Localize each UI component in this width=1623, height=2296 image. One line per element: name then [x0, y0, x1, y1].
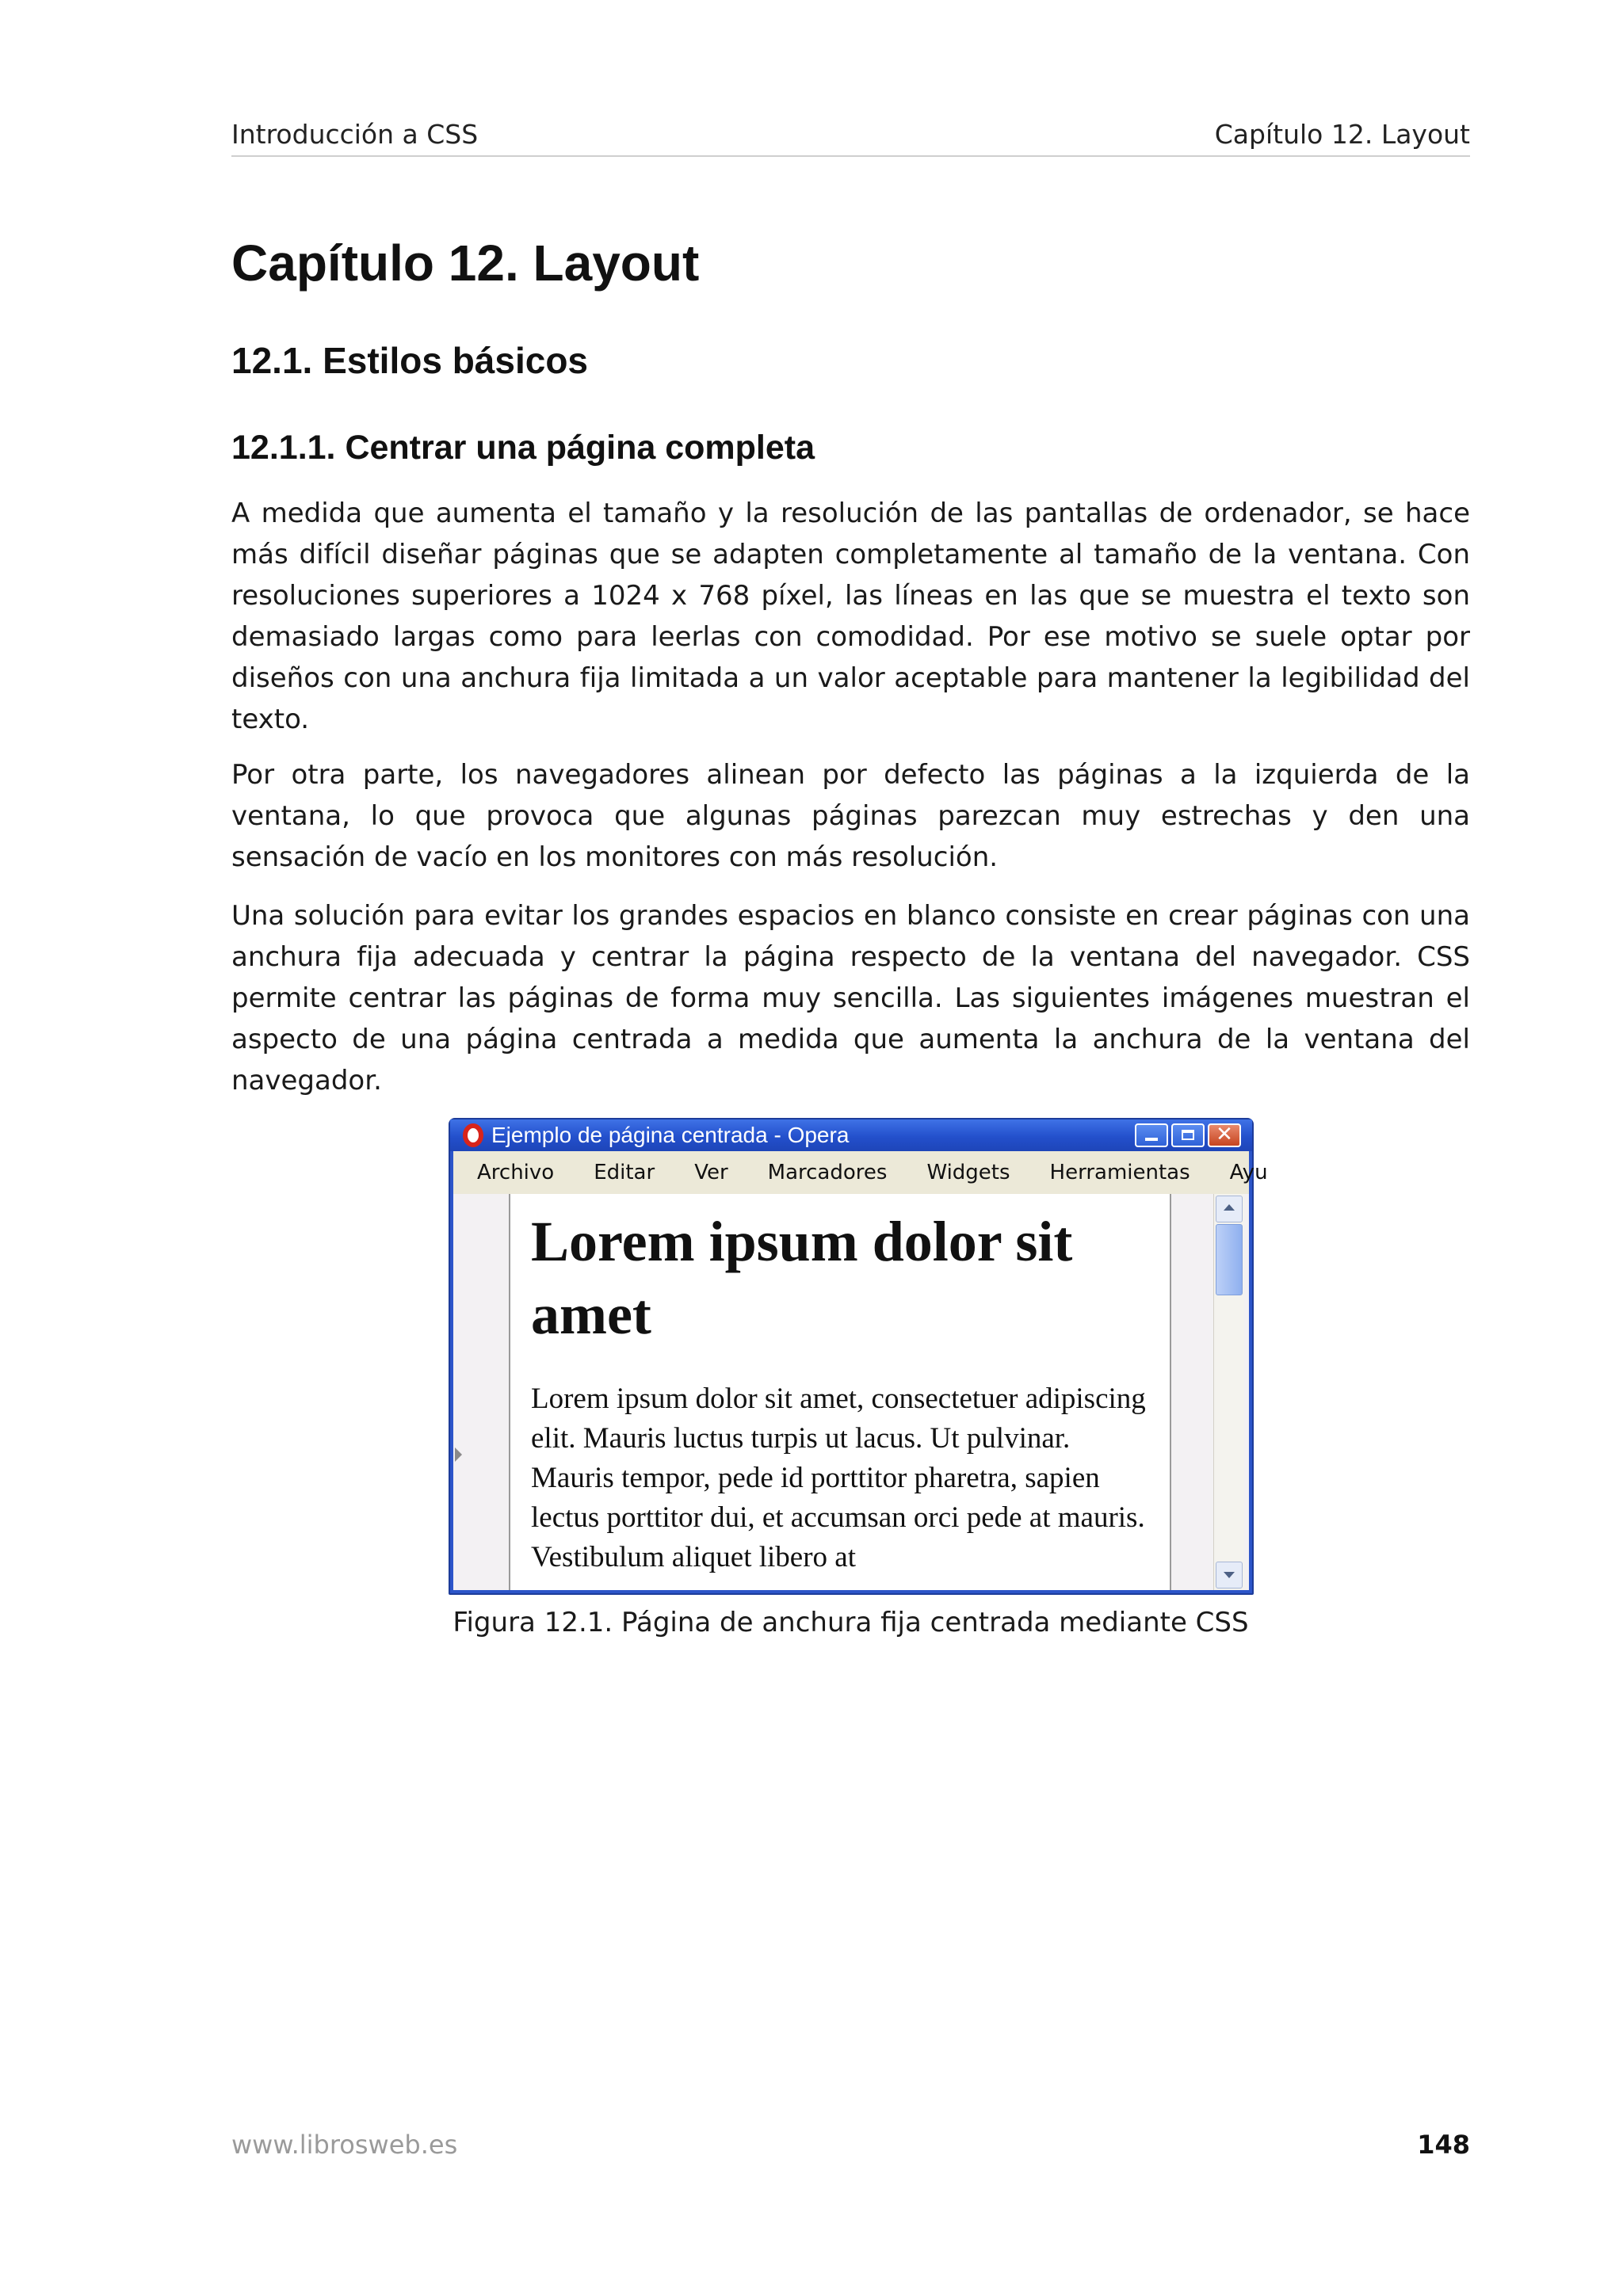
close-button[interactable] — [1208, 1123, 1241, 1147]
figure-browser-screenshot — [449, 1118, 1268, 1595]
menu-editar[interactable]: Editar — [594, 1161, 655, 1184]
maximize-icon — [1182, 1130, 1194, 1140]
scroll-thumb[interactable] — [1216, 1224, 1243, 1295]
section-title: 12.1. Estilos básicos — [231, 340, 589, 381]
close-icon: ✕ — [1216, 1123, 1233, 1146]
footer-site-url: www.librosweb.es — [231, 2130, 458, 2160]
minimize-button[interactable] — [1135, 1123, 1168, 1147]
menu-marcadores[interactable]: Marcadores — [767, 1161, 888, 1184]
figure-caption: Figura 12.1. Página de anchura fija centrada mediante CSS — [453, 1607, 1249, 1638]
arrow-down-icon — [1224, 1572, 1235, 1578]
lorem-body: Lorem ipsum dolor sit amet, consectetuer adipiscing elit. Mauris luctus turpis ut lacus. Ut pulvinar. Mauris tempor, pede id porttitor pharetra, sapien lectus porttitor dui, et accumsan orci pede at mauris. Vestibulum aliquet libero at — [531, 1383, 1146, 1573]
lorem-heading: Lorem ipsum dolor sit amet — [531, 1210, 1073, 1346]
footer-page-number: 148 — [1417, 2130, 1470, 2160]
vertical-scrollbar[interactable] — [1213, 1194, 1244, 1590]
running-header — [231, 119, 1470, 157]
opera-logo-icon — [463, 1123, 483, 1147]
minimize-icon — [1145, 1138, 1158, 1141]
paragraph-2: Por otra parte, los navegadores alinean por defecto las páginas a la izquierda de la ventana, lo que provoca que algunas páginas parezcan muy estrechas y den una sensación de vacío en los monitores con más resolución. — [231, 759, 1470, 873]
panel-toggle-arrow-icon[interactable] — [455, 1447, 462, 1462]
window-title: Ejemplo de página centrada - Opera — [491, 1123, 850, 1147]
chapter-title: Capítulo 12. Layout — [231, 235, 700, 292]
header-chapter-title: Capítulo 12. Layout — [1214, 119, 1470, 150]
paragraph-1: A medida que aumenta el tamaño y la resolución de las pantallas de ordenador, se hace más difícil diseñar páginas que se adapten completamente al tamaño de la ventana. Con resoluciones superiores a 1024 x 768 píxel, las líneas en las que se muestra el texto son demasiado largas como para leerlas con comodidad. Por ese motivo se suele optar por diseños con una anchura fija limitada a un valor aceptable para mantener la legibilidad del texto. — [231, 498, 1470, 735]
menu-archivo[interactable]: Archivo — [477, 1161, 555, 1184]
menu-ayuda[interactable]: Ayu — [1229, 1161, 1268, 1184]
browser-viewport — [453, 1194, 1249, 1590]
menu-ver[interactable]: Ver — [694, 1161, 728, 1184]
header-book-title: Introducción a CSS — [231, 119, 479, 150]
centered-page-column — [509, 1194, 1171, 1590]
arrow-up-icon — [1224, 1204, 1235, 1211]
browser-menubar — [453, 1151, 1268, 1194]
menu-widgets[interactable]: Widgets — [926, 1161, 1010, 1184]
scroll-up-button[interactable] — [1216, 1196, 1243, 1222]
maximize-button[interactable] — [1171, 1123, 1205, 1147]
paragraph-3: Una solución para evitar los grandes espacios en blanco consiste en crear páginas con una anchura fija adecuada y centrar la página respecto de la ventana del navegador. CSS permite centrar las páginas de forma muy sencilla. Las siguientes imágenes muestran el aspecto de una página centrada a medida que aumenta la anchura de la ventana del navegador. — [231, 900, 1470, 1097]
scroll-down-button[interactable] — [1216, 1562, 1243, 1589]
browser-titlebar — [450, 1119, 1252, 1151]
subsection-title: 12.1.1. Centrar una página completa — [231, 429, 815, 467]
window-controls — [1135, 1123, 1241, 1147]
menu-herramientas[interactable]: Herramientas — [1049, 1161, 1190, 1184]
